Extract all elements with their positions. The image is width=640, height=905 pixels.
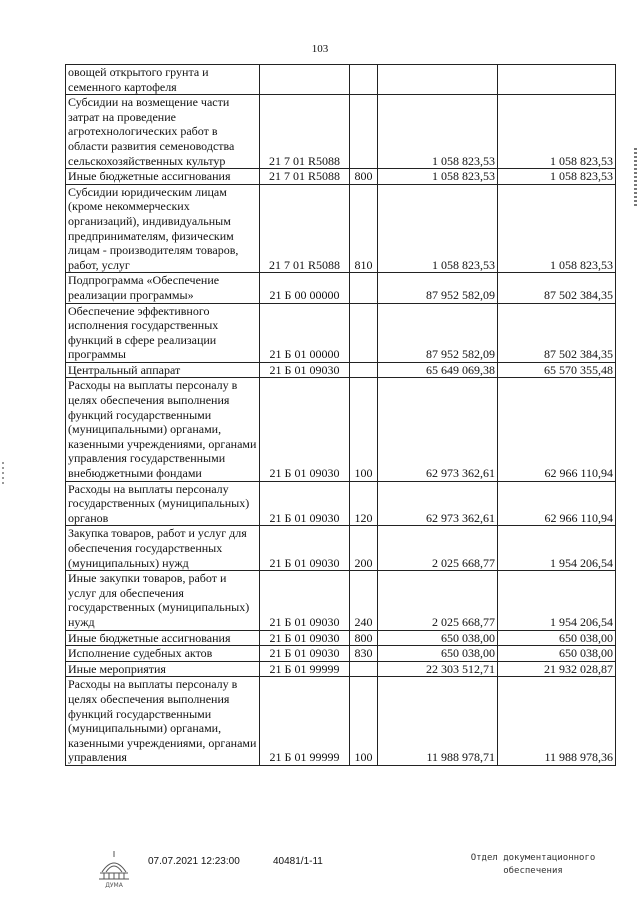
page-number: 103	[311, 43, 329, 55]
row-code: 21 Б 01 00000	[260, 303, 350, 362]
row-sum-year-1: 1 058 823,53	[378, 184, 498, 273]
table-row	[66, 481, 616, 526]
row-name: Центральный аппарат	[66, 362, 260, 378]
row-name: Иные мероприятия	[66, 661, 260, 677]
row-expense-type	[350, 362, 378, 378]
row-expense-type: 200	[350, 526, 378, 571]
row-code: 21 Б 01 09030	[260, 362, 350, 378]
row-sum-year-2: 650 038,00	[498, 646, 616, 662]
table-row	[66, 630, 616, 646]
row-name: Подпрограмма «Обеспечение реализации программы»	[66, 273, 260, 303]
row-sum-year-2: 11 988 978,36	[498, 677, 616, 766]
table-row	[66, 378, 616, 481]
table-row	[66, 661, 616, 677]
row-name: Расходы на выплаты персоналу в целях обеспечения выполнения функций государственными (муниципальными) органами, казенными учреждениями, органами управления государственными внебюджетными фондами	[66, 378, 260, 481]
table-row	[66, 526, 616, 571]
table-row	[66, 95, 616, 169]
row-expense-type: 800	[350, 630, 378, 646]
table-row	[66, 65, 616, 95]
row-code: 21 Б 01 09030	[260, 481, 350, 526]
table-row	[66, 677, 616, 766]
row-sum-year-1: 87 952 582,09	[378, 303, 498, 362]
row-sum-year-2: 62 966 110,94	[498, 481, 616, 526]
row-sum-year-2: 650 038,00	[498, 630, 616, 646]
row-name: Исполнение судебных актов	[66, 646, 260, 662]
row-expense-type: 810	[350, 184, 378, 273]
budget-table-body	[66, 65, 616, 766]
budget-table	[65, 64, 616, 766]
row-sum-year-1: 2 025 668,77	[378, 526, 498, 571]
row-sum-year-2: 87 502 384,35	[498, 273, 616, 303]
scan-edge-mark	[2, 462, 4, 484]
row-sum-year-2	[498, 65, 616, 95]
row-code	[260, 65, 350, 95]
row-sum-year-2: 1 058 823,53	[498, 95, 616, 169]
row-expense-type	[350, 661, 378, 677]
row-code: 21 Б 01 09030	[260, 646, 350, 662]
table-row	[66, 169, 616, 185]
duma-logo-icon	[96, 848, 132, 888]
page-footer	[0, 848, 640, 905]
row-sum-year-1	[378, 65, 498, 95]
table-row	[66, 362, 616, 378]
row-expense-type: 100	[350, 378, 378, 481]
row-code: 21 Б 01 09030	[260, 378, 350, 481]
row-expense-type	[350, 65, 378, 95]
footer-datetime: 07.07.2021 12:23:00	[148, 856, 240, 867]
row-sum-year-1: 1 058 823,53	[378, 95, 498, 169]
row-sum-year-1: 1 058 823,53	[378, 169, 498, 185]
row-sum-year-1: 87 952 582,09	[378, 273, 498, 303]
row-sum-year-1: 2 025 668,77	[378, 571, 498, 630]
row-sum-year-1: 62 973 362,61	[378, 481, 498, 526]
table-row	[66, 646, 616, 662]
row-code: 21 7 01 R5088	[260, 95, 350, 169]
row-code: 21 Б 01 09030	[260, 526, 350, 571]
row-expense-type: 240	[350, 571, 378, 630]
row-sum-year-2: 1 058 823,53	[498, 169, 616, 185]
row-sum-year-2: 1 058 823,53	[498, 184, 616, 273]
row-code: 21 7 01 R5088	[260, 169, 350, 185]
row-code: 21 Б 00 00000	[260, 273, 350, 303]
row-expense-type: 100	[350, 677, 378, 766]
row-code: 21 Б 01 99999	[260, 677, 350, 766]
table-row	[66, 273, 616, 303]
row-name: Иные бюджетные ассигнования	[66, 169, 260, 185]
row-name: Субсидии юридическим лицам (кроме некоммерческих организаций), индивидуальным предпринимателям, физическим лицам - производителям товаров, работ, услуг	[66, 184, 260, 273]
row-sum-year-1: 65 649 069,38	[378, 362, 498, 378]
row-sum-year-1: 11 988 978,71	[378, 677, 498, 766]
row-code: 21 Б 01 09030	[260, 571, 350, 630]
row-name: Субсидии на возмещение части затрат на проведение агротехнологических работ в области развития семеноводства сельскохозяйственных культур	[66, 95, 260, 169]
row-name: Иные бюджетные ассигнования	[66, 630, 260, 646]
row-expense-type: 120	[350, 481, 378, 526]
row-name: Закупка товаров, работ и услуг для обеспечения государственных (муниципальных) нужд	[66, 526, 260, 571]
row-expense-type	[350, 95, 378, 169]
scan-edge-mark	[634, 148, 637, 208]
row-expense-type: 800	[350, 169, 378, 185]
row-sum-year-2: 87 502 384,35	[498, 303, 616, 362]
row-sum-year-1: 650 038,00	[378, 646, 498, 662]
table-row	[66, 303, 616, 362]
row-sum-year-2: 1 954 206,54	[498, 571, 616, 630]
row-sum-year-2: 62 966 110,94	[498, 378, 616, 481]
row-sum-year-1: 62 973 362,61	[378, 378, 498, 481]
footer-doc-number: 40481/1-11	[273, 856, 323, 867]
table-row	[66, 571, 616, 630]
row-name: Иные закупки товаров, работ и услуг для обеспечения государственных (муниципальных) нужд	[66, 571, 260, 630]
row-sum-year-1: 22 303 512,71	[378, 661, 498, 677]
row-name: Расходы на выплаты персоналу государственных (муниципальных) органов	[66, 481, 260, 526]
row-code: 21 7 01 R5088	[260, 184, 350, 273]
row-name: Обеспечение эффективного исполнения государственных функций в сфере реализации программы	[66, 303, 260, 362]
row-expense-type	[350, 273, 378, 303]
row-sum-year-1: 650 038,00	[378, 630, 498, 646]
row-sum-year-2: 1 954 206,54	[498, 526, 616, 571]
row-code: 21 Б 01 09030	[260, 630, 350, 646]
row-expense-type: 830	[350, 646, 378, 662]
row-name: Расходы на выплаты персоналу в целях обеспечения выполнения функций государственными (муниципальными) органами, казенными учреждениями, органами управления	[66, 677, 260, 766]
row-name: овощей открытого грунта и семенного картофеля	[66, 65, 260, 95]
row-expense-type	[350, 303, 378, 362]
row-sum-year-2: 21 932 028,87	[498, 661, 616, 677]
table-row	[66, 184, 616, 273]
department-stamp: Отдел документационного обеспечения	[470, 853, 596, 876]
row-sum-year-2: 65 570 355,48	[498, 362, 616, 378]
row-code: 21 Б 01 99999	[260, 661, 350, 677]
logo-text: ДУМА	[105, 882, 123, 888]
